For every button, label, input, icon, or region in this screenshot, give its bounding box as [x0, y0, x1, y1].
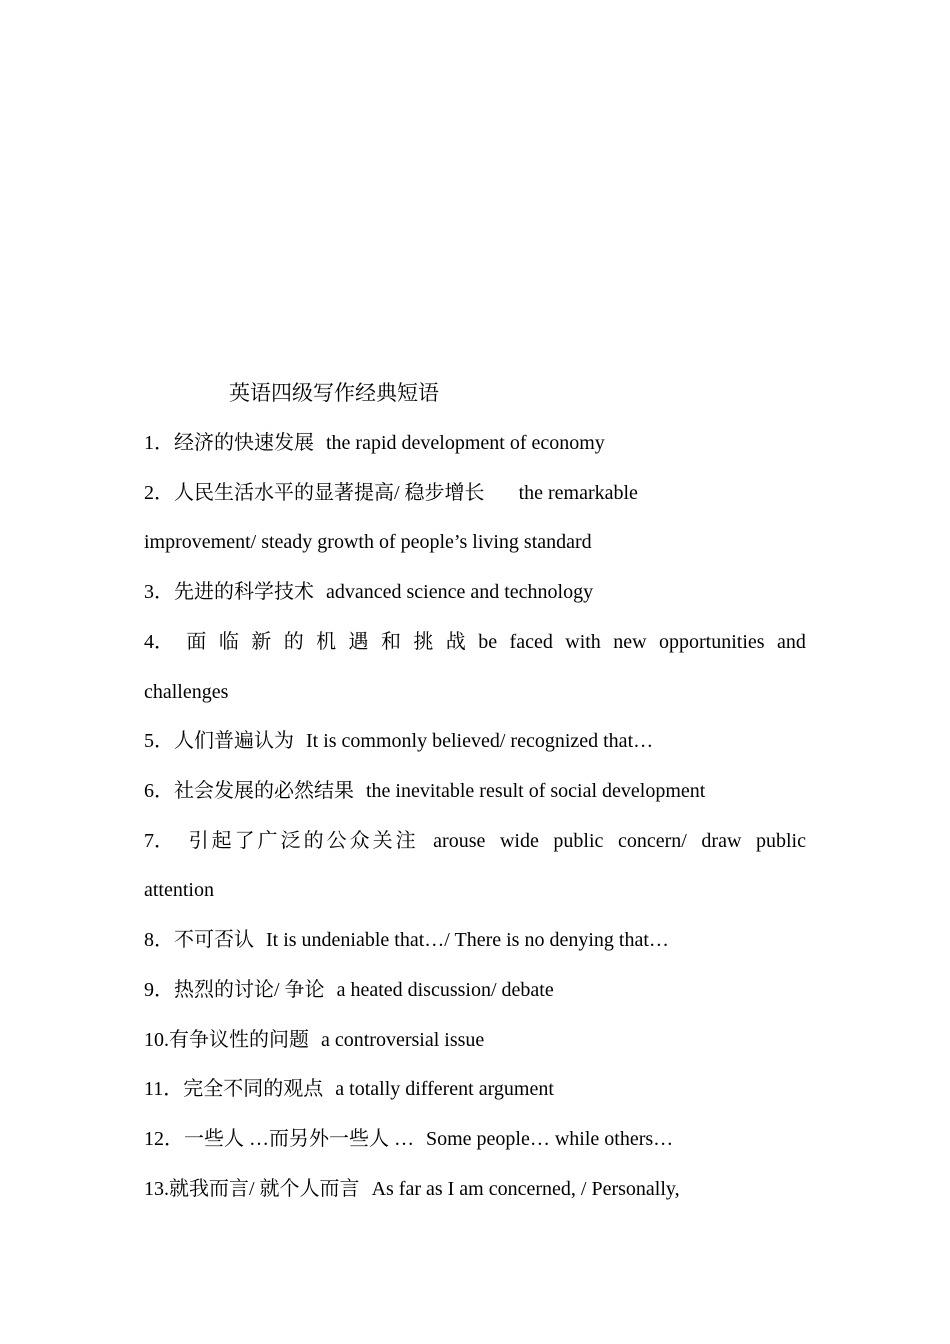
english-phrase: Some people… while others… [426, 1128, 674, 1150]
phrase-line-3 [144, 577, 593, 607]
chinese-char: 机 [316, 631, 337, 653]
phrase-line-7 [144, 826, 806, 856]
item-number: 12． [144, 1128, 184, 1150]
item-number: 6． [144, 780, 174, 802]
item-number: 13. [144, 1178, 169, 1200]
english-word: concern/ [617, 830, 687, 852]
english-word: draw [701, 830, 742, 852]
english-word: arouse [433, 830, 486, 852]
english-phrase: the rapid development of economy [326, 432, 605, 454]
phrase-line-2 [144, 478, 638, 508]
phrase-line-11 [144, 1074, 554, 1104]
phrase-line-9 [144, 975, 554, 1005]
chinese-phrase: 有争议性的问题 [169, 1029, 309, 1051]
chinese-char: 遇 [348, 631, 369, 653]
item-number: 1． [144, 432, 174, 454]
english-phrase: a totally different argument [335, 1078, 554, 1100]
english-word: and [776, 631, 806, 653]
phrase-line-7-continued: attention [144, 879, 214, 901]
english-phrase: It is commonly believed/ recognized that… [306, 730, 654, 752]
chinese-phrase: 就我而言/ 就个人而言 [169, 1178, 360, 1200]
phrase-line-6 [144, 776, 705, 806]
chinese-char: 临 [218, 631, 239, 653]
chinese-phrase: 不可否认 [174, 929, 254, 951]
chinese-char: 和 [380, 631, 401, 653]
phrase-line-1 [144, 428, 605, 458]
chinese-char: 挑 [413, 631, 434, 653]
item-number: 5． [144, 730, 174, 752]
english-phrase: the inevitable result of social development [366, 780, 706, 802]
phrase-line-12 [144, 1124, 673, 1154]
item-number: 8． [144, 929, 174, 951]
phrase-line-4-continued: challenges [144, 681, 229, 703]
chinese-phrase: 社会发展的必然结果 [174, 780, 354, 802]
phrase-line-10 [144, 1025, 484, 1055]
item-number: 7． [144, 830, 174, 852]
english-word: be [478, 631, 498, 653]
english-phrase: a heated discussion/ debate [336, 979, 554, 1001]
chinese-char: 面 [186, 631, 207, 653]
phrase-line-4 [144, 627, 806, 657]
chinese-phrase: 引起了广泛的公众关注 [188, 830, 419, 852]
phrase-line-13 [144, 1174, 680, 1204]
english-phrase: a controversial issue [321, 1029, 485, 1051]
english-phrase: advanced science and technology [326, 581, 594, 603]
chinese-phrase: 热烈的讨论/ 争论 [174, 979, 325, 1001]
phrase-line-5 [144, 726, 653, 756]
item-number: 11． [144, 1078, 184, 1100]
item-number: 10. [144, 1029, 169, 1051]
english-word: new [613, 631, 647, 653]
item-number: 9． [144, 979, 174, 1001]
english-word: public [755, 830, 806, 852]
chinese-char: 战 [445, 631, 466, 653]
english-phrase: the remarkable [518, 482, 638, 504]
english-word: with [565, 631, 601, 653]
english-word: faced [509, 631, 553, 653]
chinese-phrase: 完全不同的观点 [183, 1078, 324, 1100]
english-phrase: As far as I am concerned, / Personally, [371, 1178, 680, 1200]
chinese-char: 新 [251, 631, 272, 653]
chinese-phrase: 先进的科学技术 [174, 581, 314, 603]
chinese-phrase: 经济的快速发展 [174, 432, 314, 454]
phrase-line-2-continued: improvement/ steady growth of people’s living standard [144, 531, 592, 553]
item-number: 4． [144, 631, 174, 653]
english-phrase: It is undeniable that…/ There is no denying that… [266, 929, 669, 951]
chinese-phrase: 人民生活水平的显著提高/ 稳步增长 [174, 482, 485, 504]
english-word: wide [499, 830, 539, 852]
english-word: public [553, 830, 604, 852]
item-number: 2． [144, 482, 174, 504]
english-word: opportunities [658, 631, 765, 653]
item-number: 3． [144, 581, 174, 603]
phrase-line-8 [144, 925, 669, 955]
chinese-phrase: 人们普遍认为 [174, 730, 294, 752]
chinese-char: 的 [283, 631, 304, 653]
document-title: 英语四级写作经典短语 [229, 381, 439, 405]
chinese-phrase: 一些人 …而另外一些人 … [184, 1128, 414, 1150]
